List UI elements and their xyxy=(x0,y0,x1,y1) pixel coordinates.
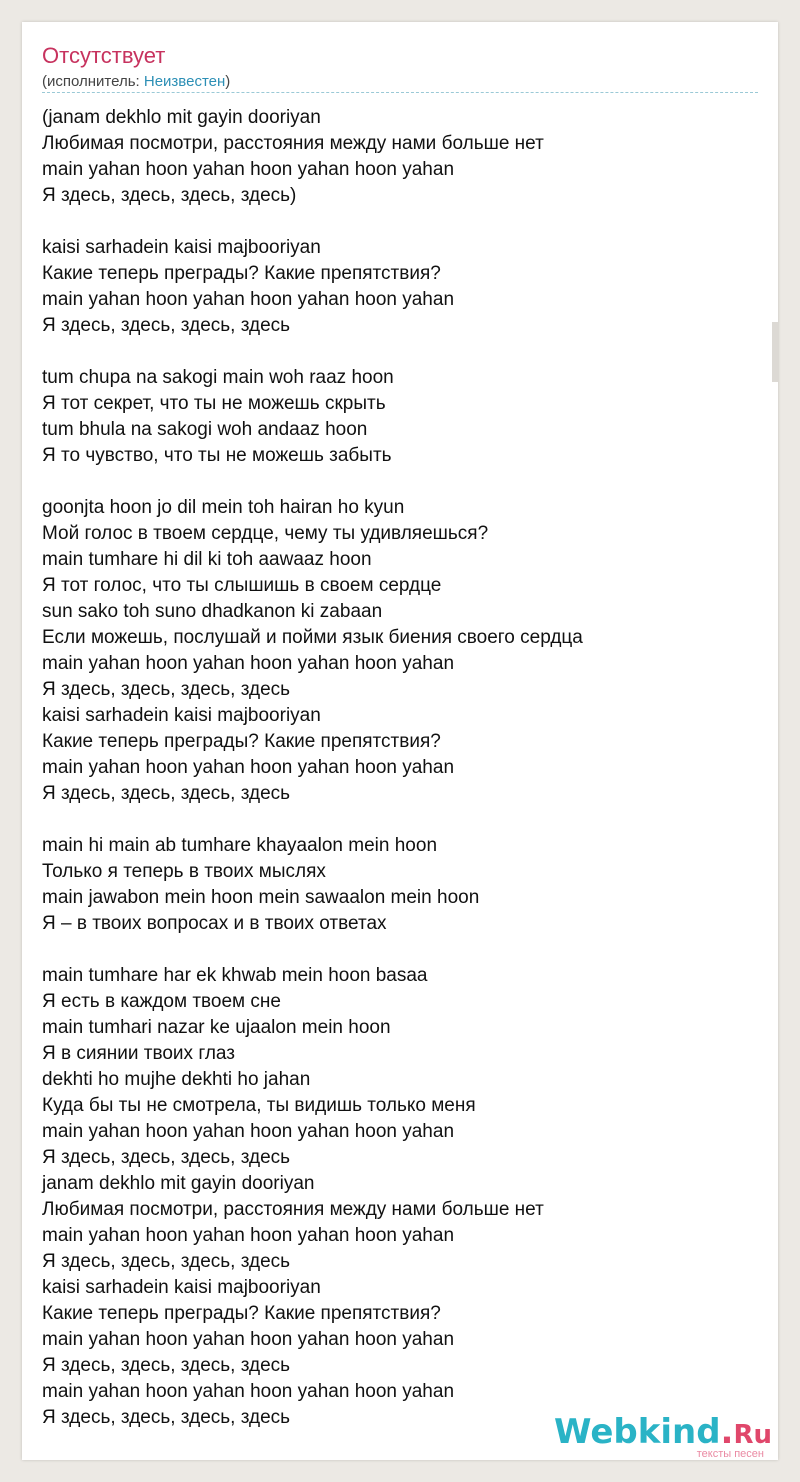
stanza-gap xyxy=(42,209,758,235)
artist-line xyxy=(42,72,230,92)
lyric-line: Только я теперь в твоих мыслях xyxy=(42,861,326,882)
lyric-line: main tumhare har ek khwab mein hoon basaa xyxy=(42,965,428,986)
lyric-line: Любимая посмотри, расстояния между нами больше нет xyxy=(42,1199,544,1220)
lyric-line: main yahan hoon yahan hoon yahan hoon yahan xyxy=(42,1381,455,1402)
lyric-line: Мой голос в твоем сердце, чему ты удивляешься? xyxy=(42,523,489,544)
lyric-line: Любимая посмотри, расстояния между нами больше нет xyxy=(42,133,544,154)
logo-tld: Ru xyxy=(733,1420,772,1450)
site-logo[interactable] xyxy=(554,1412,772,1460)
lyric-line: Я в сиянии твоих глаз xyxy=(42,1043,235,1064)
lyric-line: Какие теперь преграды? Какие препятствия? xyxy=(42,731,441,752)
stanza-gap xyxy=(42,807,758,833)
stanza-gap xyxy=(42,469,758,495)
lyric-line: goonjta hoon jo dil mein toh hairan ho kyun xyxy=(42,497,405,518)
lyric-line: Я – в твоих вопросах и в твоих ответах xyxy=(42,913,387,934)
lyric-line: Я тот голос, что ты слышишь в своем сердце xyxy=(42,575,442,596)
lyric-line: Я здесь, здесь, здесь, здесь xyxy=(42,679,291,700)
lyric-line: Куда бы ты не смотрела, ты видишь только меня xyxy=(42,1095,476,1116)
logo-name: Webkind xyxy=(554,1412,721,1452)
lyric-line: tum chupa na sakogi main woh raaz hoon xyxy=(42,367,394,388)
lyric-line: Я есть в каждом твоем сне xyxy=(42,991,281,1012)
lyric-line: Какие теперь преграды? Какие препятствия? xyxy=(42,263,441,284)
header-divider xyxy=(42,92,758,93)
lyric-line: main yahan hoon yahan hoon yahan hoon yahan xyxy=(42,653,455,674)
lyric-line: main tumhare hi dil ki toh aawaaz hoon xyxy=(42,549,372,570)
stanza-gap xyxy=(42,937,758,963)
lyric-line: main yahan hoon yahan hoon yahan hoon yahan xyxy=(42,1329,455,1350)
lyric-line: main tumhari nazar ke ujaalon mein hoon xyxy=(42,1017,391,1038)
logo-dot: . xyxy=(720,1412,734,1452)
lyric-line: Я то чувство, что ты не можешь забыть xyxy=(42,445,392,466)
lyric-line: sun sako toh suno dhadkanon ki zabaan xyxy=(42,601,383,622)
lyric-line: Если можешь, послушай и пойми язык биения своего сердца xyxy=(42,627,583,648)
lyric-line: Я тот секрет, что ты не можешь скрыть xyxy=(42,393,386,414)
lyric-line: kaisi sarhadein kaisi majbooriyan xyxy=(42,705,321,726)
lyric-line: Я здесь, здесь, здесь, здесь xyxy=(42,1147,291,1168)
lyric-line: main yahan hoon yahan hoon yahan hoon yahan xyxy=(42,757,455,778)
lyric-line: tum bhula na sakogi woh andaaz hoon xyxy=(42,419,368,440)
lyric-line: kaisi sarhadein kaisi majbooriyan xyxy=(42,237,321,258)
artist-suffix: ) xyxy=(225,73,231,90)
lyric-line: main yahan hoon yahan hoon yahan hoon yahan xyxy=(42,159,455,180)
lyric-line: main hi main ab tumhare khayaalon mein hoon xyxy=(42,835,438,856)
lyric-line: Я здесь, здесь, здесь, здесь xyxy=(42,1251,291,1272)
scrollbar-thumb[interactable] xyxy=(772,322,778,382)
lyrics-body xyxy=(42,105,758,1431)
lyric-line: Я здесь, здесь, здесь, здесь xyxy=(42,1407,291,1428)
artist-prefix: (исполнитель: xyxy=(42,73,144,90)
lyric-line: Я здесь, здесь, здесь, здесь) xyxy=(42,185,297,206)
stanza-gap xyxy=(42,339,758,365)
lyric-line: Какие теперь преграды? Какие препятствия? xyxy=(42,1303,441,1324)
lyric-line: (janam dekhlo mit gayin dooriyan xyxy=(42,107,321,128)
lyric-line: janam dekhlo mit gayin dooriyan xyxy=(42,1173,315,1194)
lyric-line: Я здесь, здесь, здесь, здесь xyxy=(42,1355,291,1376)
lyric-line: main yahan hoon yahan hoon yahan hoon yahan xyxy=(42,1225,455,1246)
artist-link[interactable]: Неизвестен xyxy=(143,73,226,90)
lyric-line: main jawabon mein hoon mein sawaalon mein hoon xyxy=(42,887,480,908)
lyric-line: kaisi sarhadein kaisi majbooriyan xyxy=(42,1277,321,1298)
logo-subtitle: тексты песен xyxy=(696,1448,764,1460)
lyric-line: main yahan hoon yahan hoon yahan hoon yahan xyxy=(42,289,455,310)
lyric-line: dekhti ho mujhe dekhti ho jahan xyxy=(42,1069,311,1090)
lyric-line: Я здесь, здесь, здесь, здесь xyxy=(42,783,291,804)
lyric-line: main yahan hoon yahan hoon yahan hoon yahan xyxy=(42,1121,455,1142)
song-title: Отсутствует xyxy=(42,43,166,68)
lyric-line: Я здесь, здесь, здесь, здесь xyxy=(42,315,291,336)
